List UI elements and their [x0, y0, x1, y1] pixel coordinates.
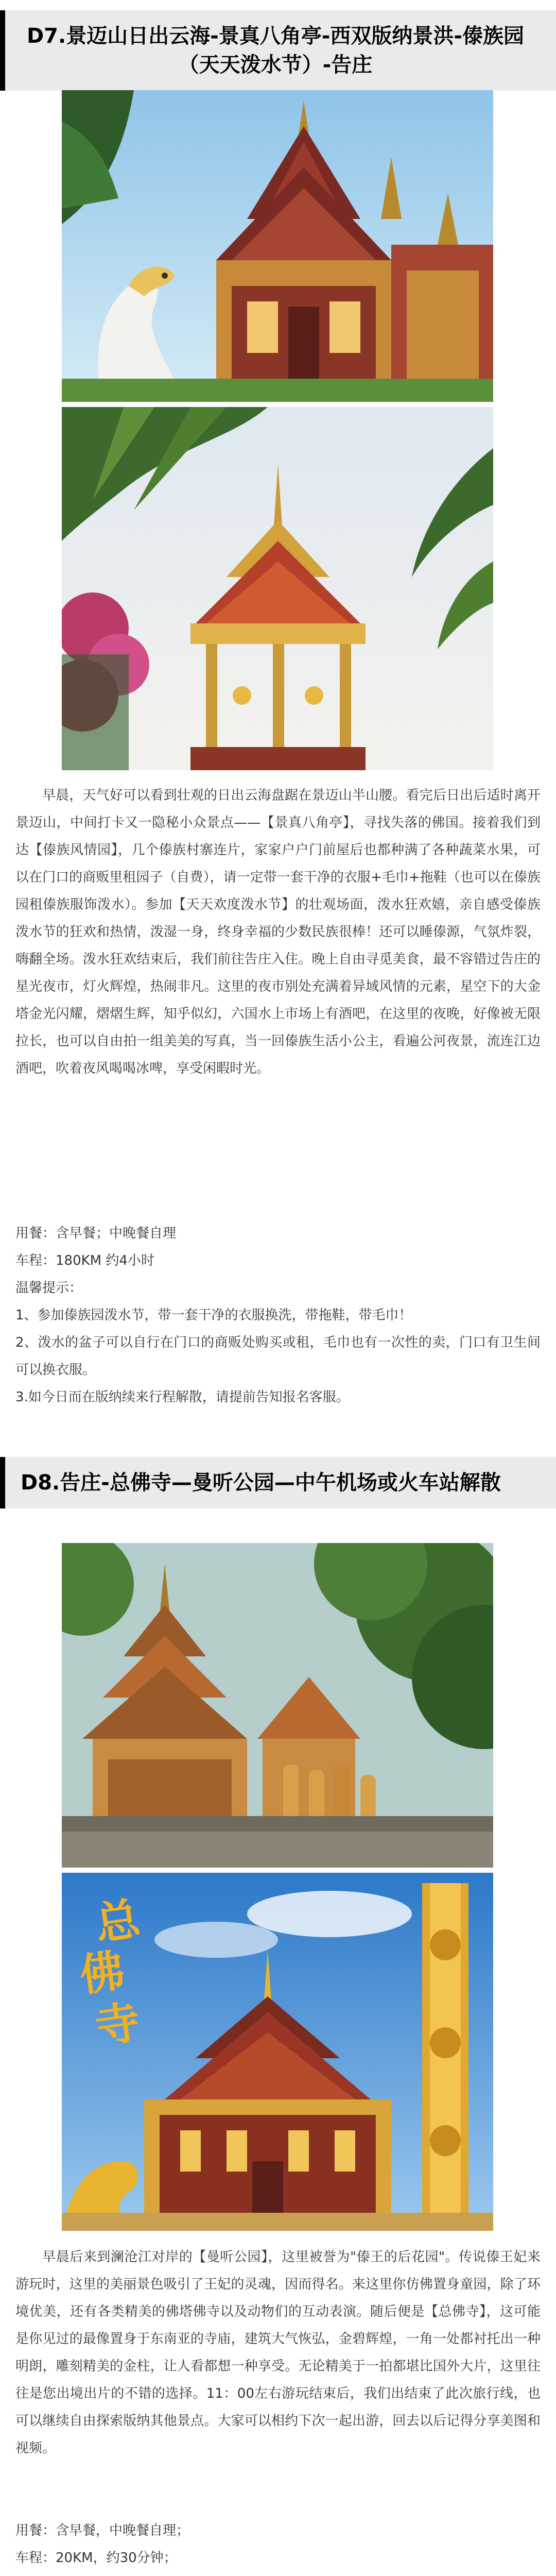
- temple-photo-icon: [62, 90, 493, 402]
- pavilion-photo-icon: [62, 407, 493, 770]
- day8-title: D8.告庄-总佛寺—曼听公园—中午机场或火车站解散: [21, 1471, 501, 1495]
- day7-title: D7.景迈山日出云海-景真八角亭-西双版纳景洪-傣族园（天天泼水节）-告庄: [26, 24, 525, 77]
- day7-tips-label: 温馨提示：: [15, 1280, 83, 1296]
- day8-distance: 车程：20KM，约30分钟；: [15, 2550, 177, 2566]
- day7-tip-1: 1、参加傣族园泼水节，带一套干净的衣服换洗，带拖鞋，带毛巾！: [15, 1308, 412, 1323]
- day8-description: 早晨后来到澜沧江对岸的【曼听公园】，这里被誉为"傣王的后花园"。传说傣王妃来游玩时，这里的美丽景色吸引了王妃的灵魂，因而得名。来这里你仿佛置身童园，除了环境优美，还有各类精美的佛塔佛寺以及动物们的互动表演。随后便是【总佛寺】，这可能是你见过的最像置身于东南亚的寺庙，建筑大气恢弘，金碧辉煌，一角一处都衬托出一种明朗，雕刻精美的金柱，让人看都想一种享受。无论精美于一拍都堪比国外大片，这里往往是您出境出片的不错的选择。11：00左右游玩结束后，我们出结束了此次旅行线，也可以继续自由探索版纳其他景点。大家可以相约下次一起出游，回去以后记得分享美图和视频。: [15, 2249, 541, 2456]
- day7-meals: 用餐：含早餐；中晚餐自理: [15, 1226, 177, 1241]
- day7-heading: [0, 10, 556, 91]
- svg-text:寺: 寺: [92, 1995, 144, 2054]
- day8-meals: 用餐：含早餐，中晚餐自理；: [15, 2523, 190, 2538]
- day8-heading: [0, 1457, 556, 1509]
- svg-text:佛: 佛: [76, 1944, 128, 2002]
- pagoda-photo-icon: [62, 1543, 493, 1868]
- svg-text:总: 总: [92, 1892, 144, 1951]
- day8-tips-label: [15, 2572, 541, 2576]
- day7-distance: 车程：180KM 约4小时: [15, 1253, 154, 1268]
- day7-tip-3: 3.如今日而在版纳续来行程解散，请提前告知报名客服。: [15, 1389, 350, 1405]
- day7-tips-list: [15, 1302, 541, 1411]
- day7-tip-2: 2、泼水的盆子可以自行在门口的商贩处购买或租，毛巾也有一次性的卖，门口有卫生间可以换衣服。: [15, 1335, 541, 1378]
- day7-description: 早晨，天气好可以看到壮观的日出云海盘踞在景迈山半山腰。看完后日出后适时离开景迈山，中间打卡又一隐秘小众景点——【景真八角亭】，寻找失落的佛国。接着我们到达【傣族风情园】，几个傣族村寨连片，家家户户门前屋后也都种满了各种蔬菜水果，可以在门口的商贩里租园子（自费），请一定带一套干净的衣服+毛巾+拖鞋（也可以在傣族园租傣族服饰泼水）。参加【天天欢度泼水节】的壮观场面，泼水狂欢嬉，亲自感受傣族泼水节的狂欢和热情，泼湿一身，终身幸福的少数民族很棒！还可以睡傣源，气氛炸裂，嗨翻全场。泼水狂欢结束后，我们前往告庄入住。晚上自由寻觅美食，最不容错过告庄的星光夜市，灯火辉煌，热闹非凡。这里的夜市别处充满着异域风情的元素，星空下的大金塔金光闪耀，熠熠生辉，知乎似幻，六国水上市场上有酒吧，在这里的夜晚，好像被无限拉长，也可以自由拍一组美美的写真，当一回傣族生活小公主，看遍公河夜景，流连江边酒吧，吹着夜风喝喝冰啤，享受闲暇时光。: [15, 788, 541, 1076]
- golden-temple-photo-icon: [62, 1873, 493, 2231]
